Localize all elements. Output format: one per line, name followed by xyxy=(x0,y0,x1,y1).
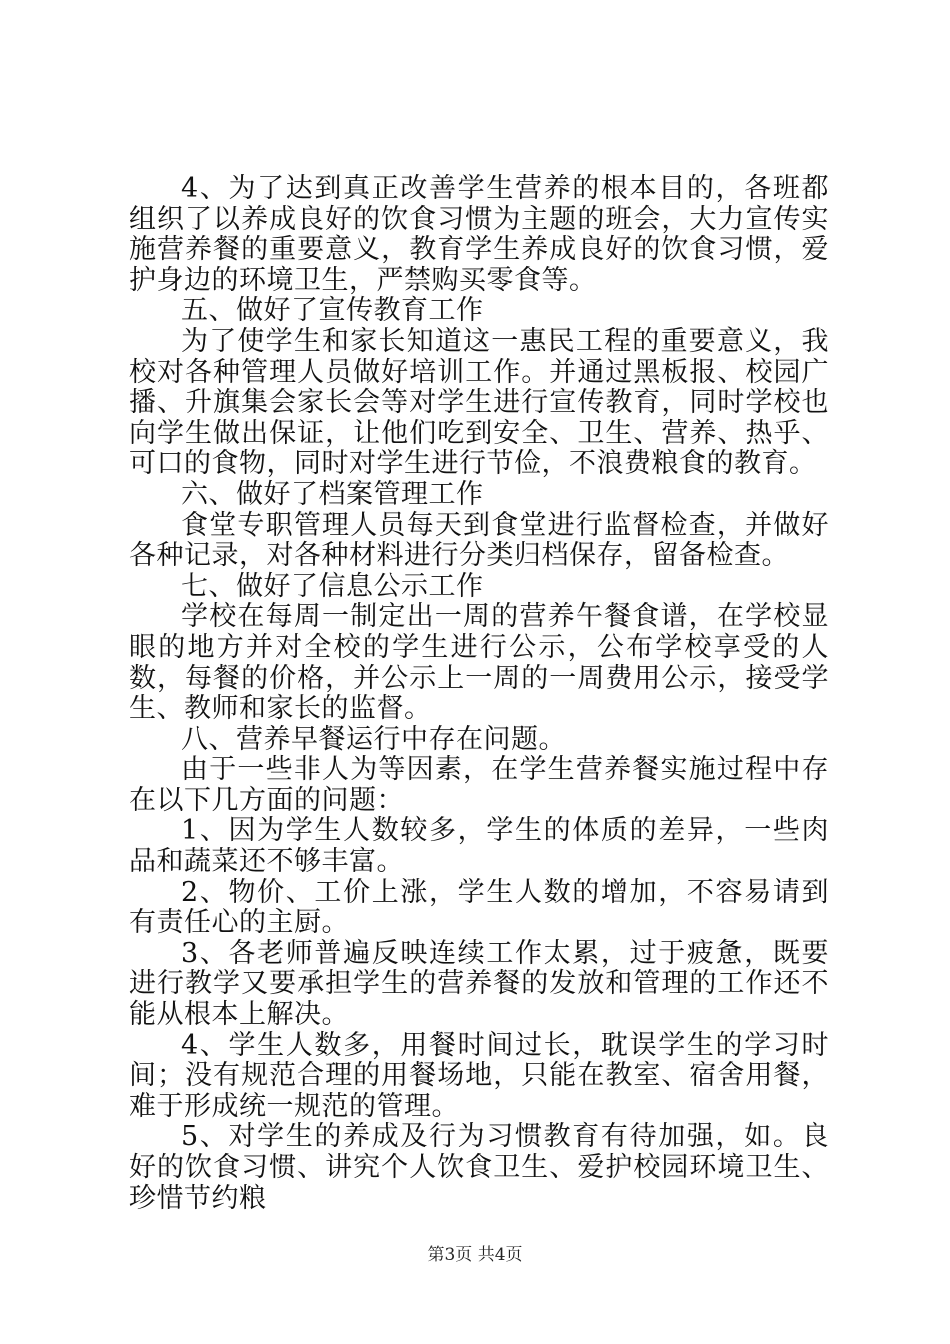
paragraph: 由于一些非人为等因素，在学生营养餐实施过程中存在以下几方面的问题： xyxy=(129,754,829,816)
section-heading: 六、做好了档案管理工作 xyxy=(181,478,484,510)
list-item: 4、学生人数多，用餐时间过长，耽误学生的学习时间；没有规范合理的用餐场地，只能在教室、宿舍用餐，难于形成统一规范的管理。 xyxy=(129,1029,829,1122)
list-item: 5、对学生的养成及行为习惯教育有待加强，如。良好的饮食习惯、讲究个人饮食卫生、爱护校园环境卫生、珍惜节约粮 xyxy=(129,1121,829,1214)
paragraph: 食堂专职管理人员每天到食堂进行监督检查，并做好各种记录，对各种材料进行分类归档保存，留备检查。 xyxy=(129,509,829,572)
document-body xyxy=(129,174,829,1214)
list-item: 3、各老师普遍反映连续工作太累，过于疲惫，既要进行教学又要承担学生的营养餐的发放和管理的工作还不能从根本上解决。 xyxy=(129,937,829,1031)
section-heading: 七、做好了信息公示工作 xyxy=(181,570,484,602)
page-number-footer: 第3页 共4页 xyxy=(427,1245,523,1265)
paragraph: 4、为了达到真正改善学生营养的根本目的，各班都组织了以养成良好的饮食习惯为主题的班会，大力宣传实施营养餐的重要意义，教育学生养成良好的饮食习惯，爱护身边的环境卫生，严禁购买零食等。 xyxy=(129,173,829,296)
paragraph: 学校在每周一制定出一周的营养午餐食谱，在学校显眼的地方并对全校的学生进行公示，公布学校享受的人数，每餐的价格，并公示上一周的一周费用公示，接受学生、教师和家长的监督。 xyxy=(129,601,829,725)
paragraph: 为了使学生和家长知道这一惠民工程的重要意义，我校对各种管理人员做好培训工作。并通过黑板报、校园广播、升旗集会家长会等对学生进行宣传教育，同时学校也向学生做出保证，让他们吃到安全、卫生、营养、热乎、可口的食物，同时对学生进行节俭，不浪费粮食的教育。 xyxy=(129,325,829,480)
section-heading: 五、做好了宣传教育工作 xyxy=(181,295,484,327)
section-heading: 八、营养早餐运行中存在问题。 xyxy=(181,723,566,755)
list-item: 2、物价、工价上涨，学生人数的增加，不容易请到有责任心的主厨。 xyxy=(129,876,829,939)
list-item: 1、因为学生人数较多，学生的体质的差异，一些肉品和蔬菜还不够丰富。 xyxy=(129,815,829,878)
